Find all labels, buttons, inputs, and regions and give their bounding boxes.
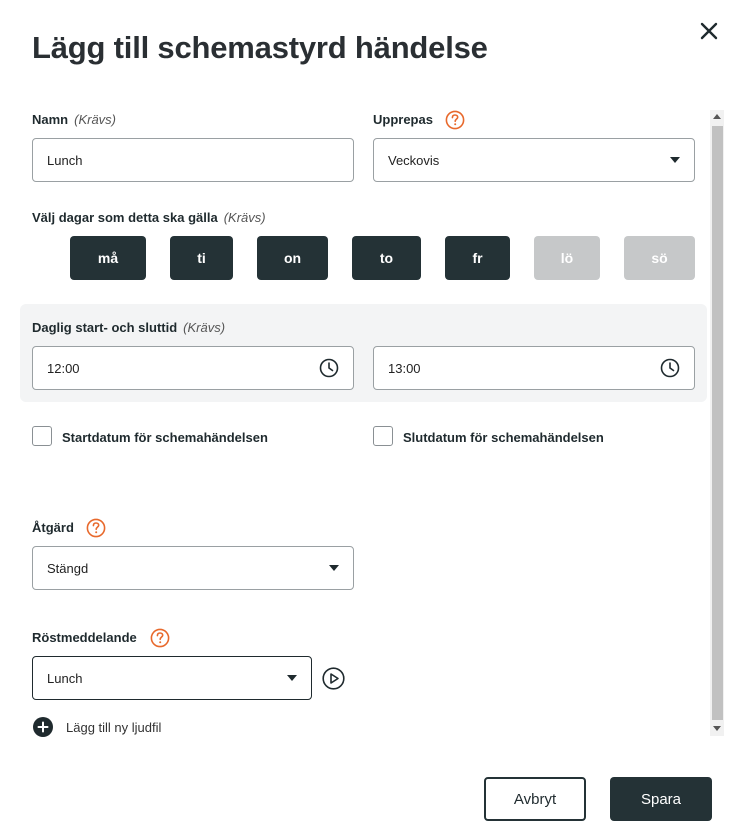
start-time-input[interactable] [32,346,354,390]
action-select-value: Stängd [47,560,89,576]
save-button[interactable]: Spara [610,777,712,821]
scrollbar-thumb[interactable] [712,126,723,720]
days-label [32,210,266,225]
name-required-hint: (Krävs) [74,112,117,127]
days-required-hint: (Krävs) [223,210,266,225]
play-circle-icon[interactable] [322,667,345,690]
day-button-saturday[interactable]: lö [534,236,600,280]
repeat-label: Upprepas [373,112,433,127]
day-button-wednesday[interactable]: on [257,236,328,280]
scroll-down-arrow-icon[interactable] [713,726,721,731]
voice-help-icon[interactable] [150,628,170,648]
caret-down-icon [329,565,339,571]
name-label [32,112,116,127]
voice-select[interactable] [32,656,312,700]
start-time-value: 12:00 [47,360,80,376]
day-button-monday[interactable]: må [70,236,146,280]
time-label [32,320,225,335]
cancel-button[interactable]: Avbryt [484,777,586,821]
caret-down-icon [670,157,680,163]
dialog-title: Lägg till schemastyrd händelse [32,30,488,65]
end-time-value: 13:00 [388,360,421,376]
clock-icon[interactable] [660,358,680,378]
day-button-friday[interactable]: fr [445,236,510,280]
voice-select-value: Lunch [47,670,83,686]
clock-icon[interactable] [319,358,339,378]
end-date-label: Slutdatum för schemahändelsen [403,430,604,445]
action-select[interactable] [32,546,354,590]
time-label-text: Daglig start- och sluttid [32,320,178,335]
time-required-hint: (Krävs) [183,320,226,335]
end-time-input[interactable] [373,346,695,390]
name-input[interactable] [32,138,354,182]
close-icon[interactable] [698,20,720,42]
day-button-thursday[interactable]: to [352,236,421,280]
start-date-label: Startdatum för schemahändelsen [62,430,268,445]
scroll-up-arrow-icon[interactable] [713,114,721,119]
voice-label: Röstmeddelande [32,630,137,645]
start-date-checkbox[interactable] [32,426,52,446]
name-input-value: Lunch [47,152,83,168]
days-label-text: Välj dagar som detta ska gälla [32,210,218,225]
plus-circle-icon[interactable] [33,717,53,737]
repeat-select[interactable] [373,138,695,182]
caret-down-icon [287,675,297,681]
end-date-checkbox[interactable] [373,426,393,446]
repeat-select-value: Veckovis [388,152,440,168]
action-help-icon[interactable] [86,518,106,538]
name-label-text: Namn [32,112,69,127]
action-label: Åtgärd [32,520,74,535]
repeat-help-icon[interactable] [445,110,465,130]
add-audio-file-link[interactable]: Lägg till ny ljudfil [66,720,162,735]
day-button-sunday[interactable]: sö [624,236,695,280]
day-button-tuesday[interactable]: ti [170,236,233,280]
